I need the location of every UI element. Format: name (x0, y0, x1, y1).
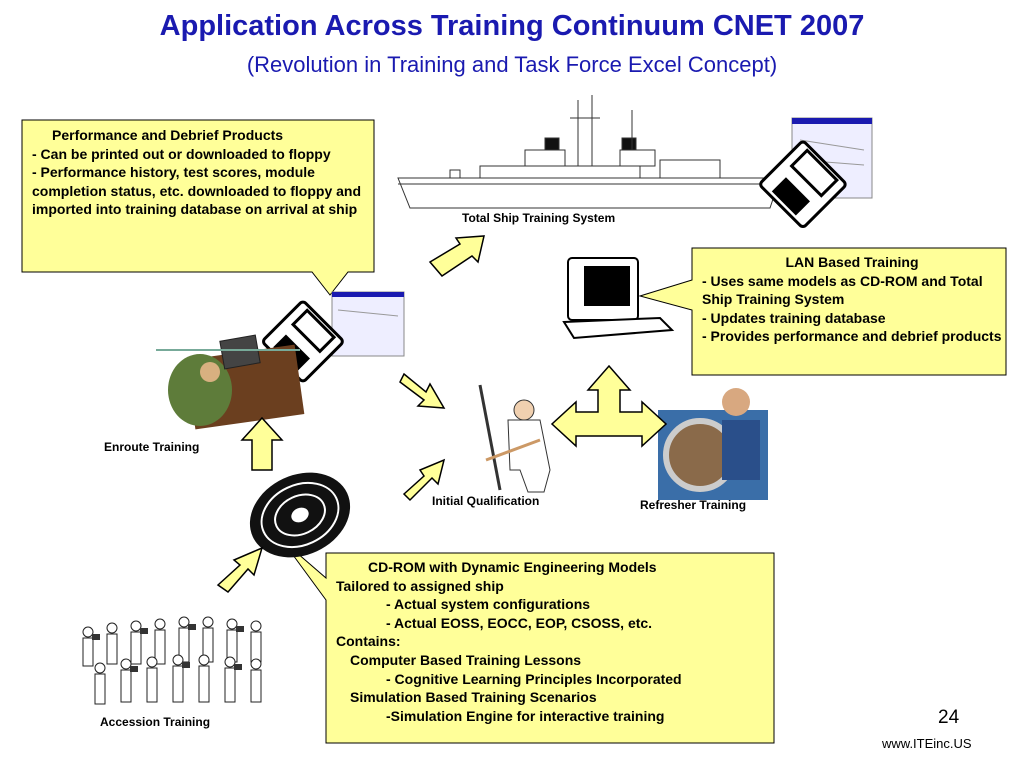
caption-initial: Initial Qualification (432, 494, 540, 508)
arrow-to-initial (400, 374, 444, 408)
slide-title: Application Across Training Continuum CNET 2007 (159, 10, 865, 42)
lan-item3: - Provides performance and debrief products (702, 328, 1002, 345)
arrow-enroute-up (242, 418, 282, 470)
lan-callout (702, 253, 1002, 346)
performance-callout (32, 126, 368, 219)
cdrom-callout (336, 558, 766, 725)
cdrom-line6: - Cognitive Learning Principles Incorporated (386, 670, 682, 687)
cdrom-line2: - Actual system configurations (386, 596, 591, 613)
cdrom-line8: -Simulation Engine for interactive training (386, 707, 665, 724)
marching-recruits-illustration (75, 617, 285, 710)
lan-item1: - Uses same models as CD-ROM and Total Ship Training System (702, 272, 983, 308)
refresher-photo (658, 388, 768, 500)
performance-line1: - Can be printed out or downloaded to floppy (32, 145, 331, 162)
cdrom-line7: Simulation Based Training Scenarios (350, 689, 597, 706)
arrow-to-ship (430, 236, 484, 276)
lan-heading: LAN Based Training (785, 254, 919, 270)
cdrom-line4: Contains: (336, 633, 401, 650)
slide-subtitle: (Revolution in Training and Task Force Excel Concept) (246, 52, 778, 77)
arrow-to-cdrom (218, 548, 262, 592)
arrow-three-way (552, 366, 666, 446)
caption-accession: Accession Training (100, 715, 211, 729)
ship-illustration (398, 95, 780, 208)
cdrom-heading: CD-ROM with Dynamic Engineering Models (368, 559, 657, 575)
lan-item2: - Updates training database (702, 309, 886, 326)
cdrom-line1: Tailored to assigned ship (336, 577, 504, 594)
caption-enroute: Enroute Training (104, 440, 200, 454)
cdrom-line3: - Actual EOSS, EOCC, EOP, CSOSS, etc. (386, 614, 653, 631)
screenshot-enroute (332, 292, 404, 356)
cdrom-line5: Computer Based Training Lessons (350, 651, 582, 668)
footer-url: www.ITEinc.US (882, 736, 972, 751)
sailor-rope-illustration (480, 385, 550, 492)
performance-line2: - Performance history, test scores, module completion status, etc. downloaded to floppy and imported into training database on arrival at ship (32, 164, 362, 218)
page-number: 24 (938, 707, 960, 728)
caption-ship: Total Ship Training System (462, 211, 616, 225)
caption-refresher: Refresher Training (640, 498, 747, 512)
soldier-laptop-illustration (156, 335, 304, 429)
performance-heading: Performance and Debrief Products (52, 127, 284, 143)
